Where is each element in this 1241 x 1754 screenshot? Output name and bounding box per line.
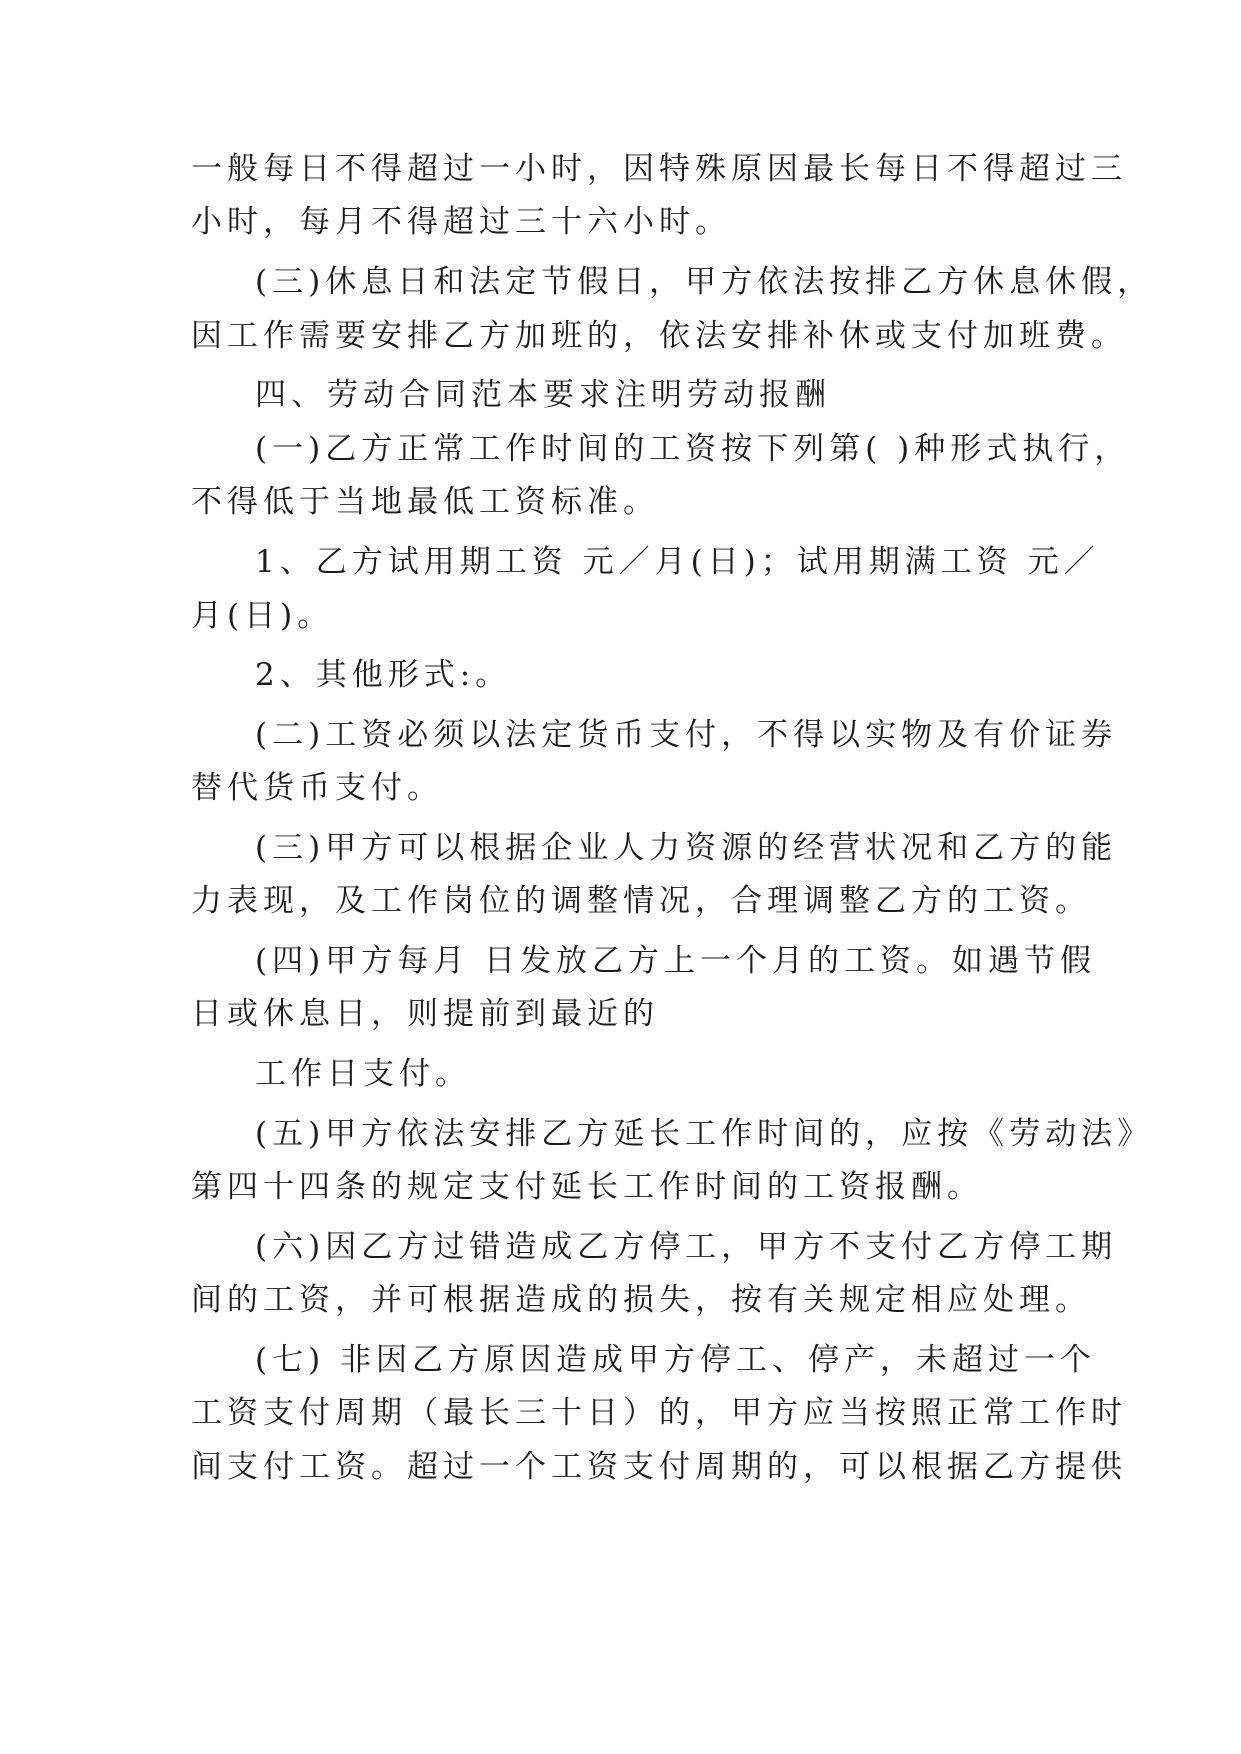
text-line: (七) 非因乙方原因造成甲方停工、停产，未超过一个: [255, 1342, 1097, 1378]
text-line: (二)工资必须以法定货币支付，不得以实物及有价证券: [255, 717, 1118, 753]
text-line: 工资支付周期（最长三十日）的，甲方应当按照正常工作时: [191, 1395, 1127, 1431]
text-line: 力表现，及工作岗位的调整情况，合理调整乙方的工资。: [191, 883, 1091, 919]
text-line: 间支付工资。超过一个工资支付周期的，可以根据乙方提供: [191, 1449, 1127, 1485]
text-line: 日或休息日，则提前到最近的: [191, 996, 659, 1032]
text-line: 替代货币支付。: [191, 770, 443, 806]
text-line: 一般每日不得超过一小时，因特殊原因最长每日不得超过三: [191, 151, 1127, 187]
section-heading: 四、劳动合同范本要求注明劳动报酬: [255, 377, 831, 413]
text-line: 月(日)。: [191, 598, 334, 634]
text-line: 间的工资，并可根据造成的损失，按有关规定相应处理。: [191, 1282, 1091, 1318]
text-line: 工作日支付。: [255, 1056, 471, 1092]
text-line: (一)乙方正常工作时间的工资按下列第( )种形式执行，: [255, 431, 1131, 467]
text-line: (三)甲方可以根据企业人力资源的经营状况和乙方的能: [255, 830, 1118, 866]
text-line: 不得低于当地最低工资标准。: [191, 484, 659, 520]
text-line: 2、其他形式:。: [255, 657, 512, 693]
text-line: 小时，每月不得超过三十六小时。: [191, 204, 731, 240]
text-line: 因工作需要安排乙方加班的，依法安排补休或支付加班费。: [191, 318, 1127, 354]
text-line: (三)休息日和法定节假日，甲方依法按排乙方休息休假，: [255, 264, 1154, 300]
text-line: (四)甲方每月 日发放乙方上一个月的工资。如遇节假: [255, 943, 1097, 979]
text-line: 第四十四条的规定支付延长工作时间的工资报酬。: [191, 1169, 983, 1205]
text-line: 1、乙方试用期工资 元／月(日)；试用期满工资 元／: [255, 544, 1100, 580]
text-line: (五)甲方依法安排乙方延长工作时间的，应按《劳动法》: [255, 1116, 1154, 1152]
text-line: (六)因乙方过错造成乙方停工，甲方不支付乙方停工期: [255, 1229, 1118, 1265]
